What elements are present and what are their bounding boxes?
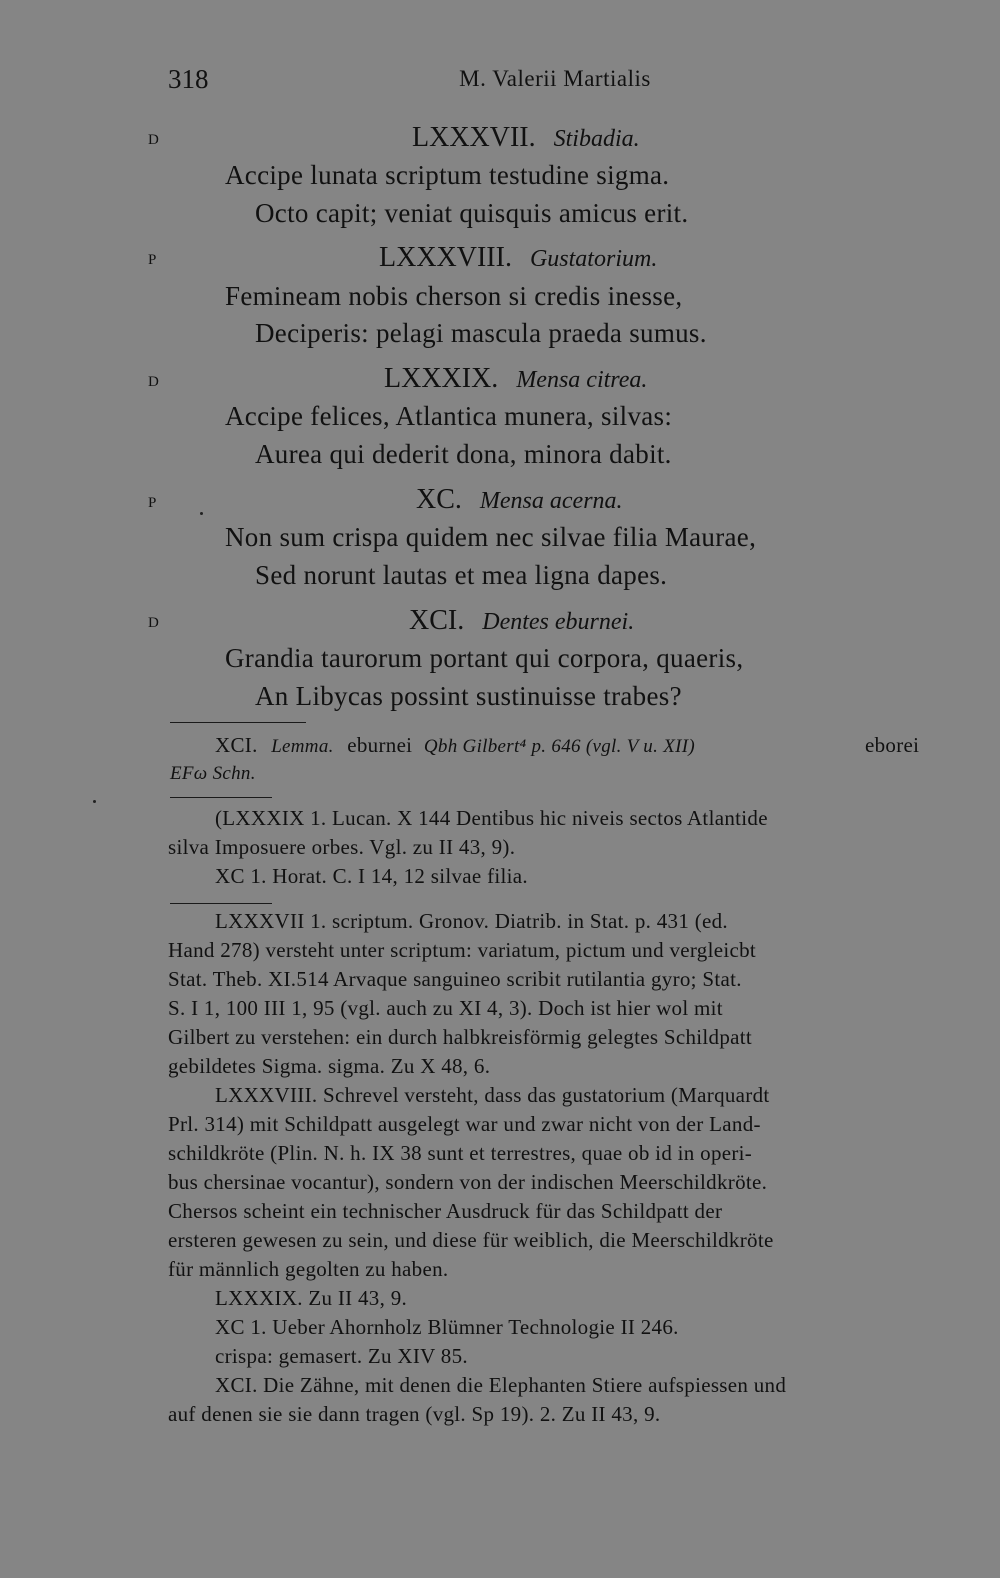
verse-line: Aurea qui dederit dona, minora dabit. [255, 439, 672, 469]
commentary-line: XCI. Die Zähne, mit denen die Elephanten Stiere aufspiessen und [215, 1373, 787, 1397]
verse-line: An Libycas possint sustinuisse trabes? [255, 681, 682, 711]
commentary-line: Gilbert zu verstehen: ein durch halbkreisförmig gelegtes Schildpatt [168, 1025, 753, 1049]
commentary-line: Hand 278) versteht unter scriptum: variatum, pictum und vergleicbt [168, 938, 757, 962]
epigram-title: Stibadia. [553, 126, 640, 152]
parallel-line: XC 1. Horat. C. I 14, 12 silvae filia. [215, 864, 528, 888]
commentary-line: bus chersinae vocantur), sondern von der indischen Meerschildkröte. [168, 1170, 768, 1194]
epigram-heading [416, 484, 623, 516]
apparatus-reading: eborei [865, 733, 920, 757]
epigram-title: Gustatorium. [529, 246, 658, 272]
source-marker: P [148, 495, 157, 511]
commentary-line: crispa: gemasert. Zu XIV 85. [215, 1344, 468, 1368]
commentary-line: auf denen sie sie dann tragen (vgl. Sp 19). 2. Zu II 43, 9. [168, 1402, 661, 1426]
epigram-heading [412, 122, 640, 154]
commentary-line: gebildetes Sigma. sigma. Zu X 48, 6. [168, 1054, 491, 1078]
epigram-heading [409, 605, 634, 637]
verse-line: Accipe lunata scriptum testudine sigma. [225, 160, 670, 190]
epigram-title: Mensa acerna. [479, 488, 623, 514]
source-marker: P [148, 252, 157, 268]
verse-line: Accipe felices, Atlantica munera, silvas: [225, 401, 673, 431]
epigram-title: Dentes eburnei. [482, 609, 635, 635]
running-head: M. Valerii Martialis [459, 66, 651, 91]
apparatus-line: EFω Schn. [170, 763, 256, 784]
verse-line: Non sum crispa quidem nec silvae filia Maurae, [225, 522, 757, 552]
source-marker: D [148, 615, 159, 631]
epigram-number: LXXXIX. [384, 363, 499, 394]
verse-line: Deciperis: pelagi mascula praeda sumus. [255, 318, 707, 348]
print-speck [200, 512, 203, 515]
commentary-line: XC 1. Ueber Ahornholz Blümner Technologie II 246. [215, 1315, 679, 1339]
commentary-line: Prl. 314) mit Schildpatt ausgelegt war und zwar nicht von der Land- [168, 1112, 761, 1136]
parallel-line: (LXXXIX 1. Lucan. X 144 Dentibus hic niveis sectos Atlantide [215, 806, 768, 830]
epigram-number: XCI. [409, 605, 465, 636]
commentary-line: Stat. Theb. XI.514 Arvaque sanguineo scribit rutilantia gyro; Stat. [168, 967, 742, 991]
epigram-number: LXXXVIII. [379, 242, 512, 273]
page-number: 318 [168, 64, 209, 94]
commentary-line: für männlich gegolten zu haben. [168, 1257, 449, 1281]
epigram-heading [379, 242, 657, 274]
apparatus-line: XCI. Lemma. eburnei Qbh Gilbert⁴ p. 646 (vgl. V u. XII) [215, 733, 695, 757]
source-marker: D [148, 374, 159, 390]
separator-rule [170, 722, 306, 723]
commentary-line: ersteren gewesen zu sein, und diese für weiblich, die Meerschildkröte [168, 1228, 774, 1252]
source-marker: D [148, 132, 159, 148]
separator-rule [170, 903, 272, 904]
epigram-number: XC. [416, 484, 462, 515]
epigram-number: LXXXVII. [412, 122, 536, 153]
print-speck [93, 800, 96, 803]
parallel-line: silva Imposuere orbes. Vgl. zu II 43, 9). [168, 835, 516, 859]
commentary-line: schildkröte (Plin. N. h. IX 38 sunt et terrestres, quae ob id in operi- [168, 1141, 753, 1165]
commentary-line: Chersos scheint ein technischer Ausdruck für das Schildpatt der [168, 1199, 723, 1223]
verse-line: Grandia taurorum portant qui corpora, quaeris, [225, 643, 744, 673]
commentary-line: LXXXIX. Zu II 43, 9. [215, 1286, 408, 1310]
separator-rule [170, 797, 272, 798]
commentary-line: S. I 1, 100 III 1, 95 (vgl. auch zu XI 4, 3). Doch ist hier wol mit [168, 996, 723, 1020]
verse-line: Sed norunt lautas et mea ligna dapes. [255, 560, 668, 590]
commentary-line: LXXXVII 1. scriptum. Gronov. Diatrib. in Stat. p. 431 (ed. [215, 909, 728, 933]
verse-line: Femineam nobis cherson si credis inesse, [225, 281, 683, 311]
verse-line: Octo capit; veniat quisquis amicus erit. [255, 198, 689, 228]
epigram-heading [384, 363, 647, 395]
epigram-title: Mensa citrea. [516, 367, 648, 393]
commentary-line: LXXXVIII. Schrevel versteht, dass das gustatorium (Marquardt [215, 1083, 770, 1107]
